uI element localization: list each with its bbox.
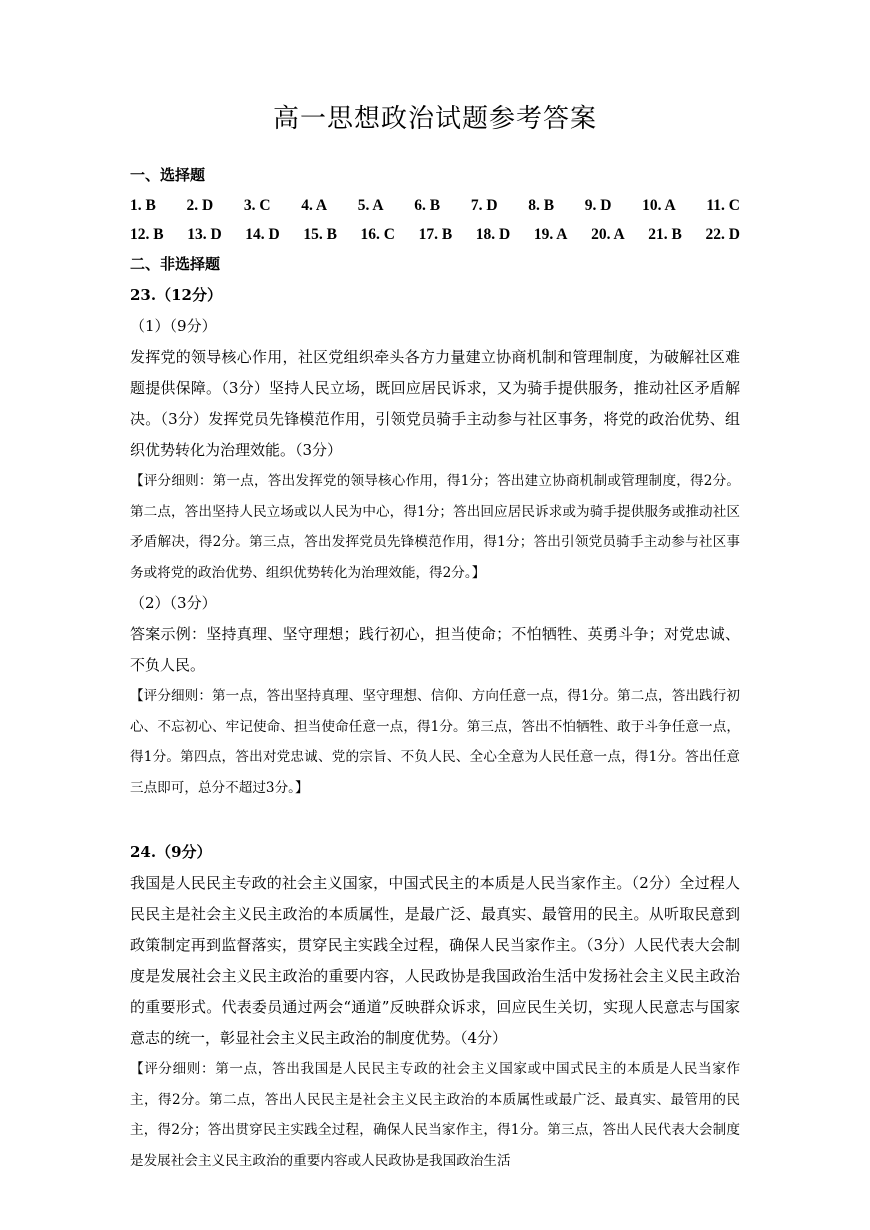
answer-item: 6. B bbox=[414, 197, 441, 214]
answer-item: 15. B bbox=[303, 226, 337, 243]
answer-item: 12. B bbox=[130, 226, 164, 243]
answer-item: 9. D bbox=[584, 197, 612, 214]
spacer bbox=[130, 803, 740, 837]
document-title: 高一思想政治试题参考答案 bbox=[272, 104, 597, 134]
answer-item: 11. C bbox=[706, 197, 740, 214]
answer-row-1 bbox=[130, 191, 740, 220]
question-24-heading: 24.（9分） bbox=[130, 843, 212, 861]
answer-item: 18. D bbox=[475, 226, 511, 243]
answer-item: 4. A bbox=[301, 197, 328, 214]
answer-item: 3. C bbox=[243, 197, 271, 214]
question-23-part-2-label: （2）（3分） bbox=[130, 594, 217, 612]
question-23-part-1-label: （1）（9分） bbox=[130, 317, 217, 335]
answer-item: 13. D bbox=[187, 226, 222, 243]
answer-item: 5. A bbox=[357, 197, 384, 214]
answer-row-2 bbox=[130, 220, 740, 249]
question-23-part-1-rubric: 【评分细则：第一点，答出发挥党的领导核心作用，得1分；答出建立协商机制或管理制度，得2分。第二点，答出坚持人民立场或以人民为中心，得1分；答出回应居民诉求或为骑手提供服务或推动社区矛盾解决，得2分。第三点，答出发挥党员先锋模范作用，得1分；答出引领党员骑手主动参与社区事务或将党的政治优势、组织优势转化为治理效能，得2分。】 bbox=[130, 473, 740, 581]
document-body bbox=[130, 160, 740, 1176]
question-24-answer: 我国是人民民主专政的社会主义国家，中国式民主的本质是人民当家作主。（2分）全过程人民民主是社会主义民主政治的本质属性，是最广泛、最真实、最管用的民主。从听取民意到政策制定再到监督落实，贯穿民主实践全过程，确保人民当家作主。（3分）人民代表大会制度是发展社会主义民主政治的重要内容，人民政协是我国政治生活中发扬社会主义民主政治的重要形式。代表委员通过两会“通道”反映群众诉求，回应民生关切，实现人民意志与国家意志的统一，彰显社会主义民主政治的制度优势。（4分） bbox=[130, 874, 740, 1047]
question-24-rubric: 【评分细则：第一点，答出我国是人民民主专政的社会主义国家或中国式民主的本质是人民当家作主，得2分。第二点，答出人民民主是社会主义民主政治的本质属性或最广泛、最真实、最管用的民主，得2分；答出贯穿民主实践全过程，确保人民当家作主，得1分。第三点，答出人民代表大会制度是发展社会主义民主政治的重要内容或人民政协是我国政治生活 bbox=[130, 1061, 740, 1169]
answer-item: 19. A bbox=[533, 226, 568, 243]
answer-item: 16. C bbox=[360, 226, 395, 243]
answer-item: 1. B bbox=[130, 197, 156, 214]
question-23-part-2-rubric: 【评分细则：第一点，答出坚持真理、坚守理想、信仰、方向任意一点，得1分。第二点，答出践行初心、不忘初心、牢记使命、担当使命任意一点，得1分。第三点，答出不怕牺牲、敢于斗争任意一点，得1分。第四点，答出对党忠诚、党的宗旨、不负人民、全心全意为人民任意一点，得1分。答出任意三点即可，总分不超过3分。】 bbox=[130, 688, 740, 796]
section-heading-choice: 一、选择题 bbox=[130, 166, 206, 184]
answer-item: 8. B bbox=[528, 197, 555, 214]
question-23-part-2-answer: 答案示例：坚持真理、坚守理想；践行初心，担当使命；不怕牺牲、英勇斗争；对党忠诚、不负人民。 bbox=[130, 625, 740, 674]
answer-item: 22. D bbox=[705, 226, 740, 243]
question-23-part-1-answer: 发挥党的领导核心作用，社区党组织牵头各方力量建立协商机制和管理制度，为破解社区难题提供保障。（3分）坚持人民立场，既回应居民诉求，又为骑手提供服务，推动社区矛盾解决。（3分）发挥党员先锋模范作用，引领党员骑手主动参与社区事务，将党的政治优势、组织优势转化为治理效能。（3分） bbox=[130, 348, 740, 459]
answer-item: 17. B bbox=[418, 226, 453, 243]
answer-item: 2. D bbox=[186, 197, 214, 214]
answer-item: 10. A bbox=[642, 197, 676, 214]
answer-item: 14. D bbox=[245, 226, 280, 243]
answer-item: 20. A bbox=[591, 226, 625, 243]
answer-item: 7. D bbox=[470, 197, 498, 214]
question-23-heading: 23.（12分） bbox=[130, 286, 222, 304]
section-heading-nonchoice: 二、非选择题 bbox=[130, 255, 221, 273]
answer-item: 21. B bbox=[648, 226, 682, 243]
